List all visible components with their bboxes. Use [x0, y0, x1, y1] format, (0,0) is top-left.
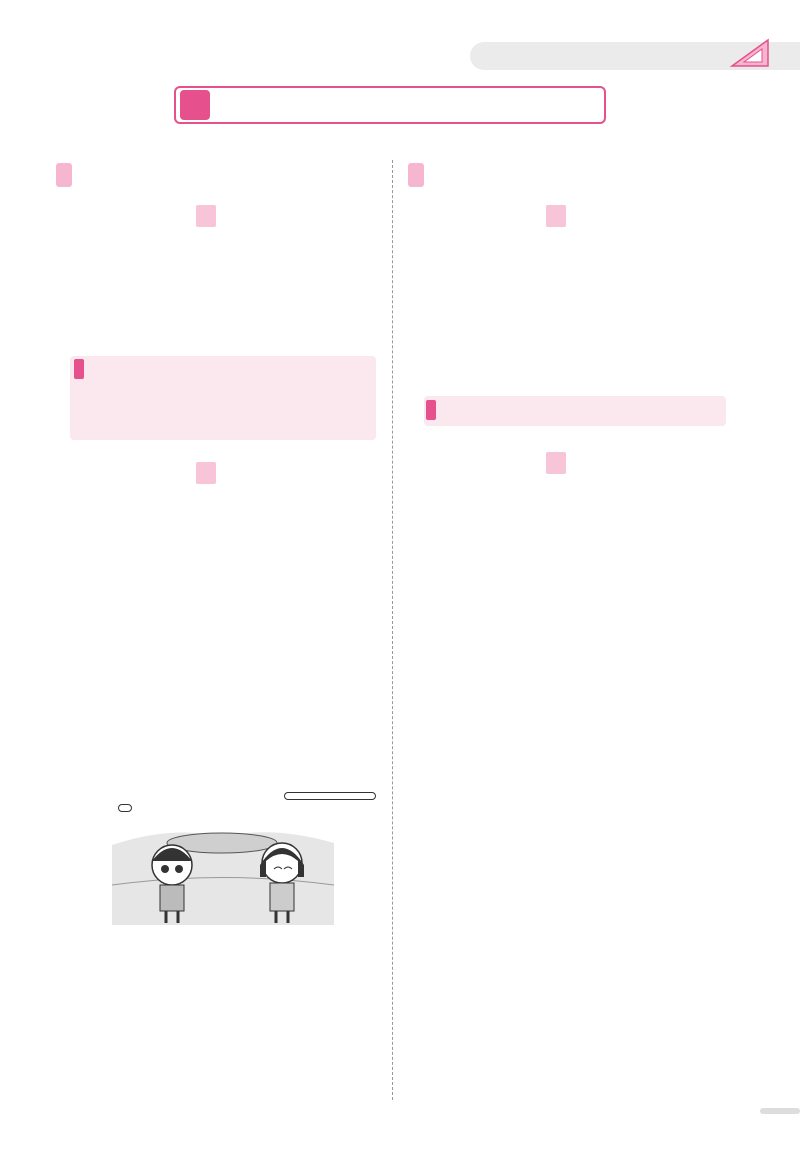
- mother-sub-label-2: [546, 205, 566, 227]
- tip-label-1: [74, 359, 84, 379]
- speech-bubble-girl: [284, 792, 376, 800]
- page-bar: [760, 1108, 800, 1114]
- tip-label-2: [426, 400, 436, 420]
- speech-bubble-boy: [118, 804, 132, 812]
- tip-box-1: [70, 356, 376, 440]
- type1-tag: [56, 163, 72, 187]
- park-illustration: [112, 785, 334, 925]
- mother-sub-label: [196, 205, 216, 227]
- star-icon: [180, 90, 210, 120]
- variant-sub-label-2: [546, 452, 566, 474]
- lesson-title-box: [174, 86, 606, 124]
- variant-sub-label: [196, 462, 216, 484]
- tip-box-2: [424, 396, 726, 426]
- type2-tag: [408, 163, 424, 187]
- triangle-ruler-icon: [728, 36, 772, 70]
- column-divider: [392, 160, 393, 1100]
